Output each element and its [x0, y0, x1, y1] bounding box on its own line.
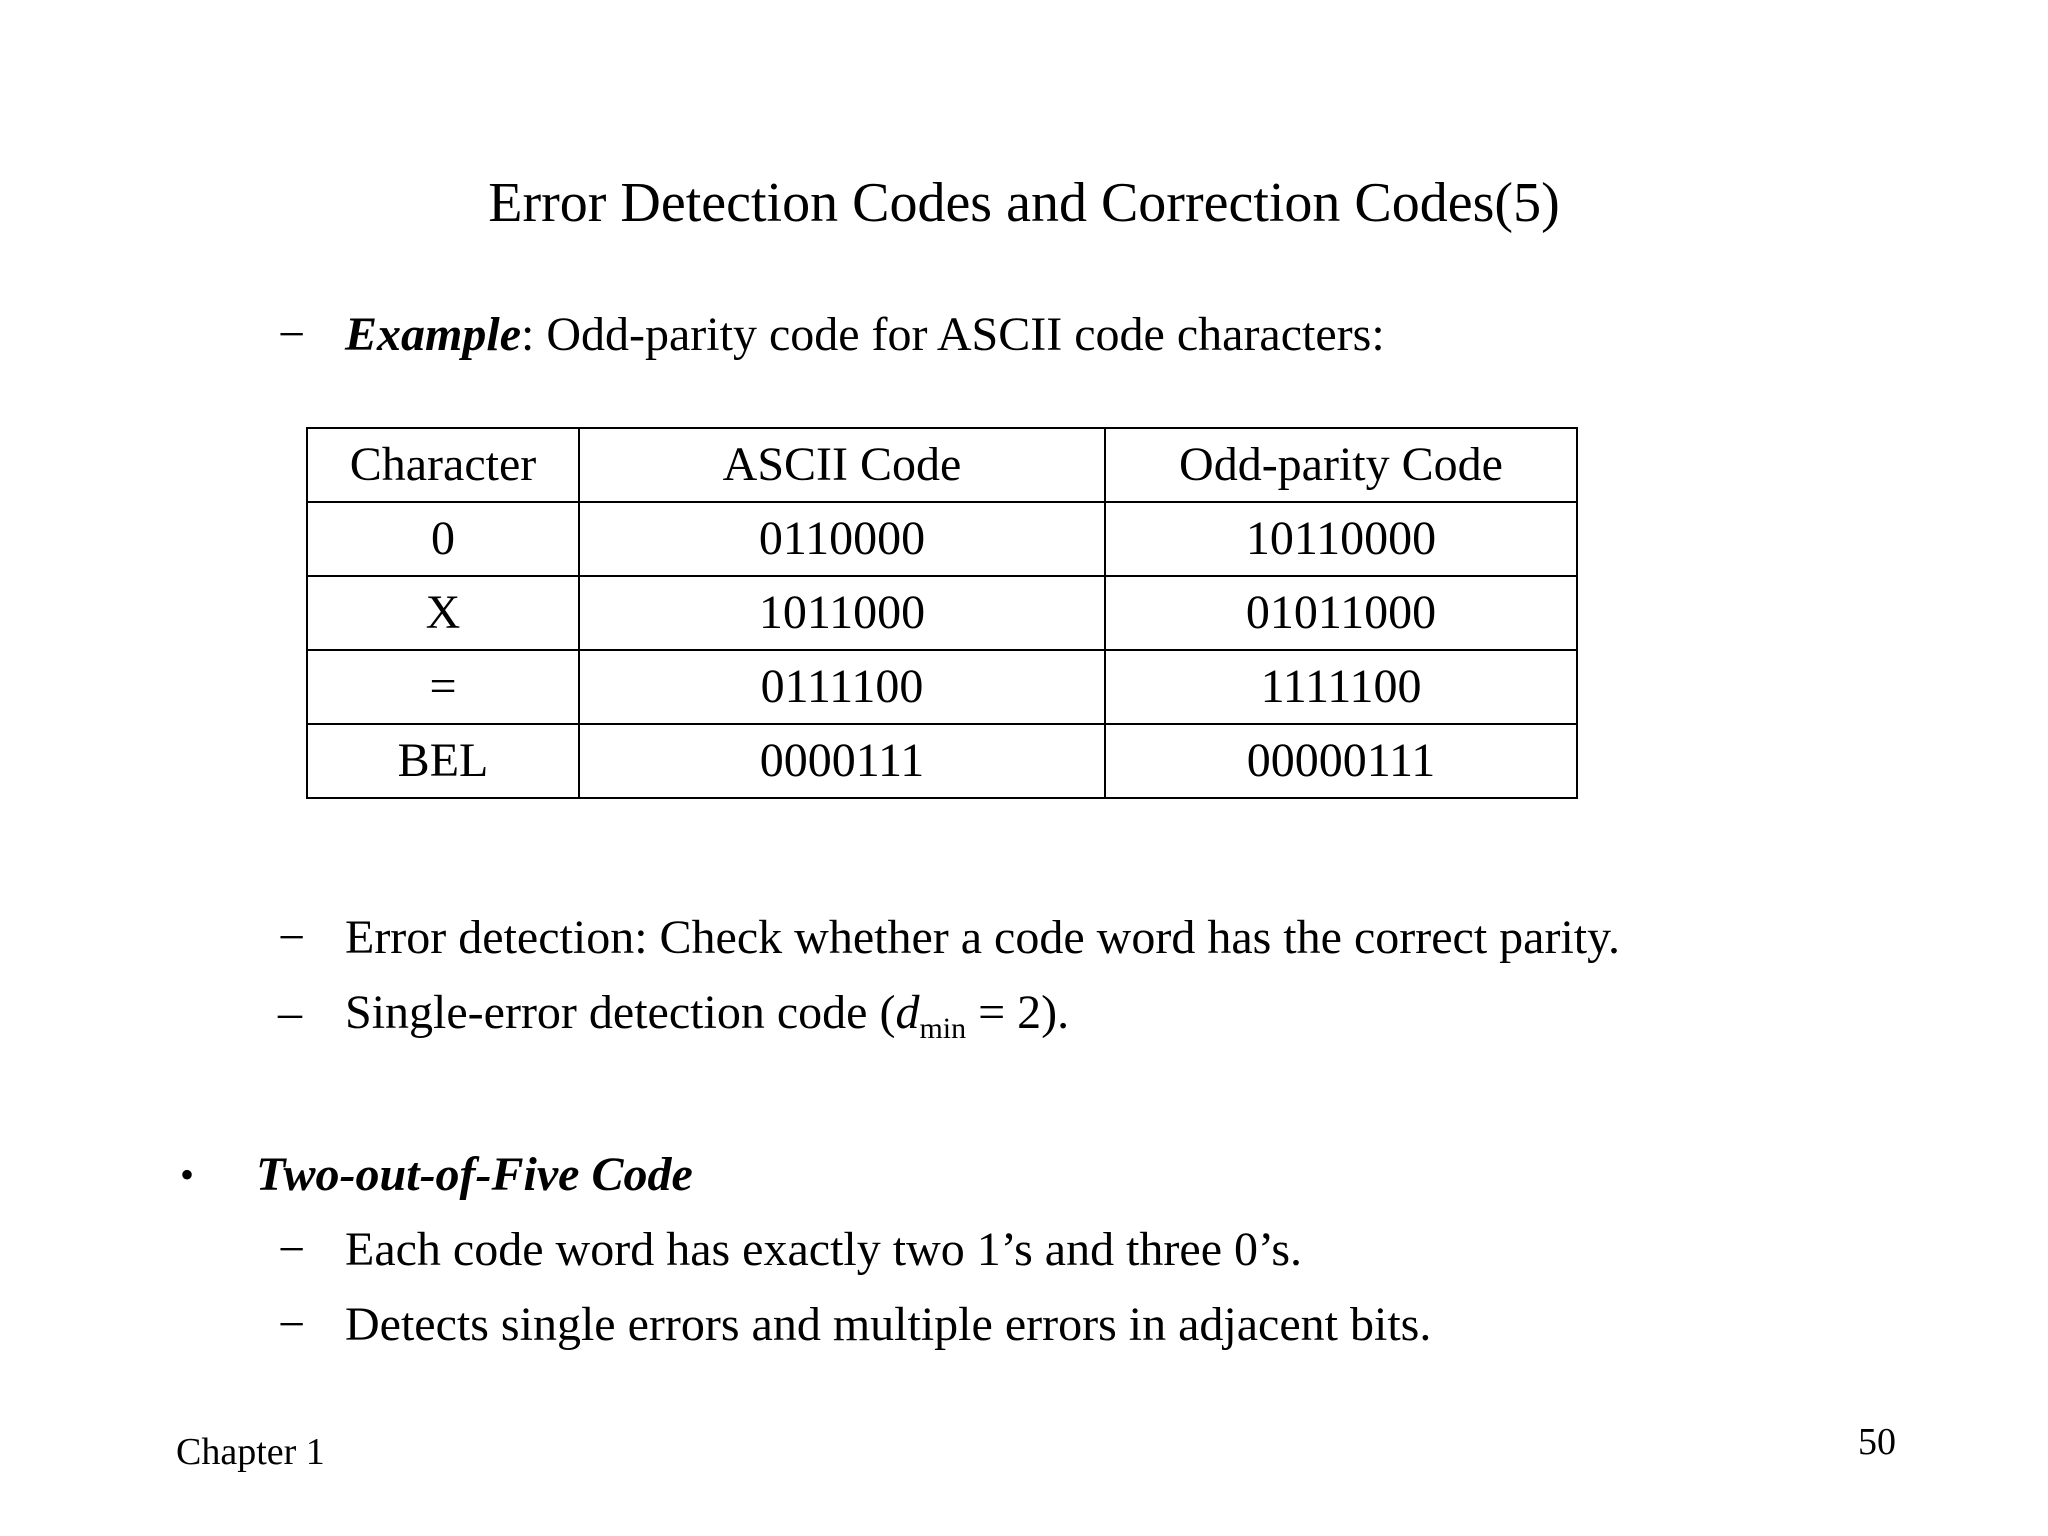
bullet-item: Each code word has exactly two 1’s and three 0’s.	[345, 1223, 1303, 1276]
dash-marker: −	[278, 1298, 306, 1351]
table-cell: 0	[307, 502, 579, 576]
example-label: Example	[345, 308, 521, 361]
single-error-line	[345, 983, 1069, 1043]
header-odd-parity-code: Odd-parity Code	[1105, 428, 1577, 502]
single-error-suffix: = 2).	[966, 986, 1070, 1039]
table-cell: 1111100	[1105, 650, 1577, 724]
min-subscript: min	[919, 1012, 967, 1045]
bullet-marker: •	[180, 1152, 195, 1197]
table-cell: =	[307, 650, 579, 724]
two-out-of-five-heading: Two-out-of-Five Code	[256, 1148, 693, 1201]
example-text: : Odd-parity code for ASCII code characters:	[521, 308, 1385, 361]
header-character: Character	[307, 428, 579, 502]
table-cell: 0000111	[579, 724, 1105, 798]
example-line	[345, 305, 1385, 365]
footer-chapter: Chapter 1	[176, 1431, 325, 1473]
dash-marker: −	[278, 911, 306, 964]
bullet-item: Detects single errors and multiple errors in adjacent bits.	[345, 1298, 1432, 1351]
single-error-prefix: Single-error detection code (	[345, 986, 896, 1039]
slide-title: Error Detection Codes and Correction Codes(5)	[488, 172, 1560, 234]
table-cell: 0110000	[579, 502, 1105, 576]
table-cell: 10110000	[1105, 502, 1577, 576]
table-cell: 00000111	[1105, 724, 1577, 798]
table-cell: X	[307, 576, 579, 650]
table-row	[307, 502, 1577, 576]
odd-parity-table	[306, 427, 1578, 799]
table-row	[307, 576, 1577, 650]
dash-marker: −	[278, 1223, 306, 1276]
header-ascii-code: ASCII Code	[579, 428, 1105, 502]
table-cell: 01011000	[1105, 576, 1577, 650]
d-variable: d	[895, 986, 920, 1039]
table-header-row	[307, 428, 1577, 502]
table-cell: 0111100	[579, 650, 1105, 724]
error-detection-line: Error detection: Check whether a code word has the correct parity.	[345, 911, 1620, 964]
table-row	[307, 650, 1577, 724]
table-row	[307, 724, 1577, 798]
table-cell: 1011000	[579, 576, 1105, 650]
dash-marker: –	[278, 986, 302, 1039]
dash-marker: −	[278, 308, 306, 361]
page-number: 50	[1858, 1421, 1896, 1463]
table-cell: BEL	[307, 724, 579, 798]
